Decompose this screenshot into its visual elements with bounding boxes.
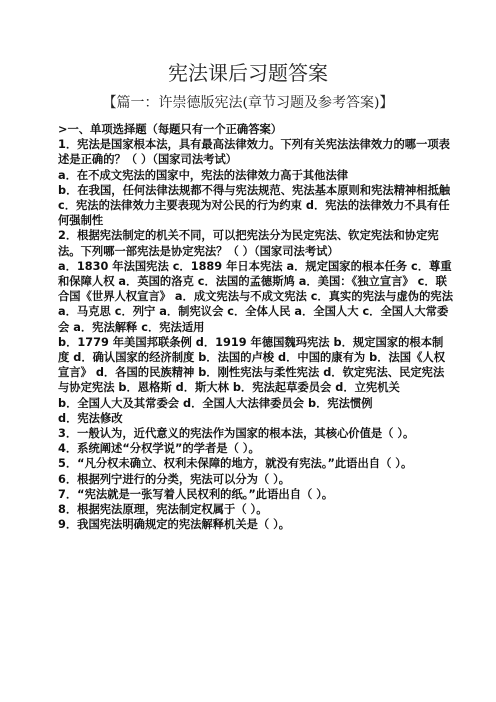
question-3: 3．一般认为，近代意义的宪法作为国家的根本法，其核心价值是（ ）。 (58, 427, 415, 441)
answer-option: b．在我国，任何法律法规都不得与宪法规范、宪法基本原则和宪法精神相抵触 c．宪法的法律效力主要表现为对公民的行为约束 d．宪法的法律效力不具有任何强制性 (58, 183, 451, 228)
document-subtitle: 【篇一：许崇德版宪法(章节习题及参考答案)】 (102, 95, 394, 111)
question-8: 8．根据宪法原理，宪法制定权属于（ ）。 (58, 503, 268, 517)
answer-option: a．在不成文宪法的国家中，宪法的法律效力高于其他法律 (58, 168, 349, 182)
answer-options-block: a．1830 年法国宪法 c．1889 年日本宪法 a．规定国家的根本任务 c．尊重和保障人权 a．英国的洛克 c．法国的孟德斯鸠 a．美国：《独立宣言》 c．联合国《世界人权宣言》 a．成文宪法与不成文宪法 c．真实的宪法与虚伪的宪法 a．马克思 c．列宁 a．制宪议会 c．全体人民 a．全国人大 c．全国人大常委会 a．宪法解释 c．宪法适用 (58, 259, 453, 334)
question-7: 7．“宪法就是一张写着人民权利的纸。”此语出自（ ）。 (58, 487, 334, 501)
question-1: 1．宪法是国家根本法，具有最高法律效力。下列有关宪法法律效力的哪一项表述是正确的？（ ）（国家司法考试） (58, 138, 450, 167)
question-9: 9．我国宪法明确规定的宪法解释机关是（ ）。 (58, 518, 291, 532)
answer-options-block: b．1779 年美国邦联条例 d．1919 年德国魏玛宪法 b．规定国家的根本制度 d．确认国家的经济制度 b．法国的卢梭 d．中国的康有为 b．法国《人权宣言》 d．各国的民族精神 b．刚性宪法与柔性宪法 d．钦定宪法、民定宪法与协定宪法 b．恩格斯 d．斯大林 b．宪法起草委员会 d．立宪机关 (58, 335, 445, 395)
document-title: 宪法课后习题答案 (168, 61, 328, 85)
document-body (58, 122, 454, 532)
question-6: 6．根据列宁进行的分类，宪法可以分为（ ）。 (58, 472, 291, 486)
answer-options-block: b．全国人大及其常委会 d．全国人大法律委员会 b．宪法惯例 (58, 396, 373, 410)
question-2: 2．根据宪法制定的机关不同，可以把宪法分为民定宪法、钦定宪法和协定宪法。下列哪一部宪法是协定宪法？（ ）（国家司法考试） (58, 229, 439, 258)
section-heading: >一、单项选择题（每题只有一个正确答案） (58, 123, 283, 136)
question-5: 5．“凡分权未确立、权利未保障的地方，就没有宪法。”此语出自（ ）。 (58, 457, 413, 471)
question-4: 4．系统阐述“分权学说”的学者是（ ）。 (58, 442, 260, 456)
answer-option: d．宪法修改 (58, 411, 123, 425)
